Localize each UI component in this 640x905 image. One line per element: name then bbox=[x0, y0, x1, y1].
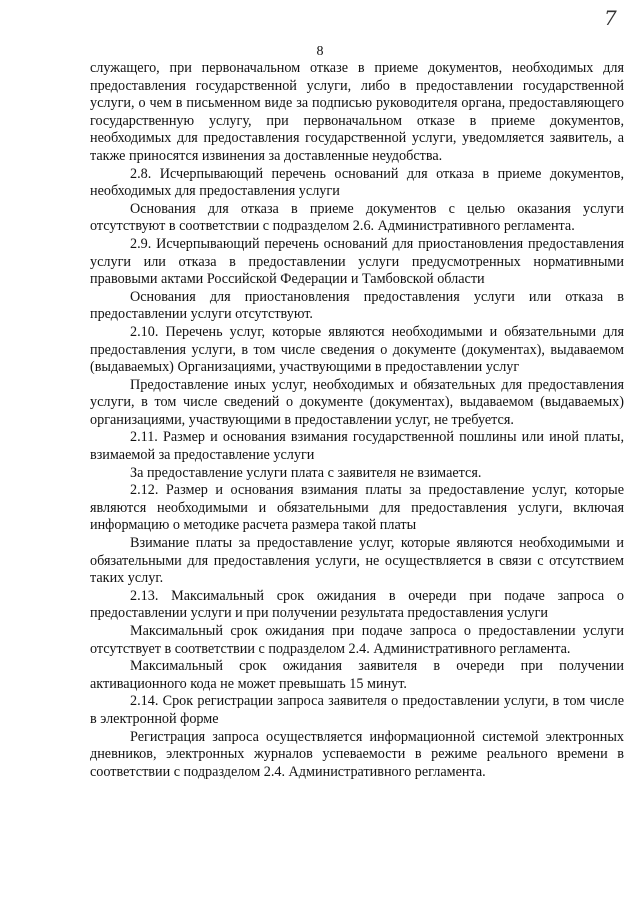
section-2-8-body: Основания для отказа в приеме документов с целью оказания услуги отсутствуют в соответствии с подразделом 2.6. Административного регламента. bbox=[90, 200, 624, 235]
section-2-12-body: Взимание платы за предоставление услуг, которые являются необходимыми и обязательными для предоставления услуги, не осуществляется в связи с отсутствием таких услуг. bbox=[90, 535, 624, 587]
section-2-9-body: Основания для приостановления предоставления услуги или отказа в предоставлении услуги отсутствуют. bbox=[90, 288, 624, 323]
section-2-11-body: За предоставление услуги плата с заявителя не взимается. bbox=[130, 464, 482, 481]
section-2-8-heading: 2.8. Исчерпывающий перечень оснований для отказа в приеме документов, необходимых для предоставления услуги bbox=[90, 165, 624, 200]
section-2-11-heading: 2.11. Размер и основания взимания государственной пошлины или иной платы, взимаемой за предоставление услуги bbox=[90, 429, 624, 464]
section-2-13-heading: 2.13. Максимальный срок ожидания в очереди при подаче запроса о предоставлении услуги и при получении результата предоставления услуги bbox=[90, 587, 624, 622]
section-2-13-body: Максимальный срок ожидания при подаче запроса о предоставлении услуги отсутствует в соответствии с подразделом 2.4. Административного регламента. bbox=[90, 623, 624, 657]
document-body bbox=[90, 60, 624, 781]
section-2-14-body: Регистрация запроса осуществляется информационной системой электронных дневников, электронных журналов успеваемости в режиме реального времени в соответствии с подразделом 2.4. Административного регламента. bbox=[90, 728, 624, 780]
section-2-10-heading: 2.10. Перечень услуг, которые являются необходимыми и обязательными для предоставления услуги, в том числе сведения о документе (документах), выдаваемом (выдаваемых) Организациями, участвующими в предоставлении услуг bbox=[90, 323, 624, 376]
section-2-10-body: Предоставление иных услуг, необходимых и обязательных для предоставления услуги, в том числе сведений о документе (документах), выдаваемом (выдаваемых) организациями, участвующими в предоставлении услуг, не требуется. bbox=[90, 376, 624, 428]
section-2-13-body-queue: Максимальный срок ожидания заявителя в очереди при получении активационного кода не может превышать 15 минут. bbox=[90, 658, 624, 692]
handwritten-page-mark: 7 bbox=[604, 6, 617, 30]
section-2-12-heading: 2.12. Размер и основания взимания платы за предоставление услуг, которые являются необходимыми и обязательными для предоставления услуги, включая информацию о методике расчета размера такой платы bbox=[90, 482, 624, 534]
section-2-14-heading: 2.14. Срок регистрации запроса заявителя о предоставлении услуги, в том числе в электронной форме bbox=[90, 693, 624, 727]
paragraph-continuation: служащего, при первоначальном отказе в приеме документов, необходимых для предоставления государственной услуги, либо в предоставлении государственной услуги, о чем в письменном виде за подписью руководителя органа, предоставляющего государственную услугу, при первоначальном отказе в приеме документов, необходимых для предоставления государственной услуги, уведомляется заявитель, а также приносятся извинения за доставленные неудобства. bbox=[90, 60, 624, 164]
section-2-9-heading: 2.9. Исчерпывающий перечень оснований для приостановления предоставления услуги или отказа в предоставлении услуги предусмотренных нормативными правовыми актами Российской Федерации и Тамбовской области bbox=[90, 235, 624, 288]
page-number: 8 bbox=[316, 44, 324, 59]
